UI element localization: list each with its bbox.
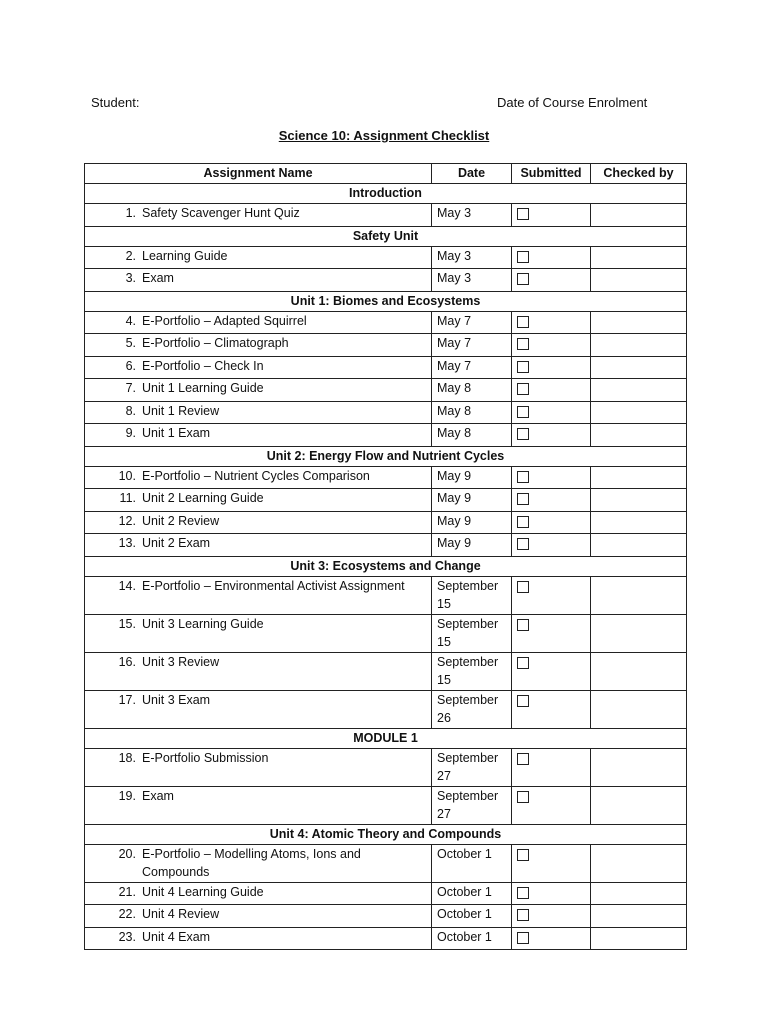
assignment-number: 8. [125, 403, 136, 418]
due-date-cell: September 27 [432, 748, 512, 786]
assignment-number: 22. [118, 907, 136, 921]
due-date-cell: October 1 [432, 927, 512, 950]
submitted-checkbox[interactable] [517, 251, 529, 263]
due-date-cell: May 9 [432, 534, 512, 557]
submitted-cell [512, 905, 591, 928]
due-date-cell: May 7 [432, 334, 512, 357]
assignment-name-cell [85, 652, 432, 690]
checked-by-cell [591, 379, 687, 402]
section-heading: Introduction [85, 184, 687, 204]
checked-by-cell [591, 511, 687, 534]
submitted-cell [512, 614, 591, 652]
table-row [85, 379, 687, 402]
submitted-cell [512, 424, 591, 447]
assignment-name-cell [85, 311, 432, 334]
checked-by-cell [591, 786, 687, 824]
assignment-number: 12. [118, 513, 136, 528]
submitted-cell [512, 246, 591, 269]
submitted-checkbox[interactable] [517, 428, 529, 440]
assignment-number: 5. [125, 336, 136, 350]
assignment-number: 11. [119, 491, 136, 505]
table-row [85, 246, 687, 269]
table-row [85, 356, 687, 379]
submitted-checkbox[interactable] [517, 619, 529, 631]
submitted-cell [512, 311, 591, 334]
due-date-cell: October 1 [432, 905, 512, 928]
assignment-number: 18. [118, 750, 136, 765]
submitted-cell [512, 204, 591, 227]
table-row [85, 905, 687, 928]
due-date-cell: September 15 [432, 652, 512, 690]
submitted-checkbox[interactable] [517, 383, 529, 395]
checked-by-cell [591, 652, 687, 690]
section-row [85, 824, 687, 844]
submitted-checkbox[interactable] [517, 753, 529, 765]
due-date-cell: September 27 [432, 786, 512, 824]
submitted-checkbox[interactable] [517, 338, 529, 350]
submitted-cell [512, 534, 591, 557]
section-row [85, 556, 687, 576]
assignment-name: Unit 4 Learning Guide [142, 884, 264, 899]
due-date-cell: September 15 [432, 614, 512, 652]
section-heading: Unit 1: Biomes and Ecosystems [85, 291, 687, 311]
assignment-name-cell [85, 246, 432, 269]
submitted-cell [512, 269, 591, 292]
submitted-cell [512, 511, 591, 534]
section-row [85, 184, 687, 204]
submitted-cell [512, 489, 591, 512]
assignment-number: 17. [118, 692, 136, 707]
due-date-cell: May 8 [432, 424, 512, 447]
table-row [85, 401, 687, 424]
assignment-name-cell [85, 748, 432, 786]
assignment-name: Learning Guide [142, 248, 228, 263]
submitted-cell [512, 690, 591, 728]
page-title: Science 10: Assignment Checklist [278, 128, 490, 143]
student-label: Student: [91, 95, 140, 110]
submitted-checkbox[interactable] [517, 361, 529, 373]
submitted-cell [512, 401, 591, 424]
submitted-checkbox[interactable] [517, 493, 529, 505]
assignment-name-cell [85, 882, 432, 905]
assignment-number: 21. [118, 884, 136, 899]
section-heading: Unit 3: Ecosystems and Change [85, 556, 687, 576]
section-row [85, 446, 687, 466]
column-header-checked-by: Checked by [591, 164, 687, 184]
checked-by-cell [591, 614, 687, 652]
assignment-name: Safety Scavenger Hunt Quiz [142, 206, 300, 220]
checked-by-cell [591, 334, 687, 357]
assignment-name: E-Portfolio – Nutrient Cycles Comparison [142, 468, 370, 483]
checked-by-cell [591, 844, 687, 882]
assignment-number: 1. [125, 206, 136, 220]
checked-by-cell [591, 489, 687, 512]
assignment-name-cell [85, 401, 432, 424]
table-row [85, 534, 687, 557]
table-row [85, 927, 687, 950]
checked-by-cell [591, 204, 687, 227]
table-header-row [85, 164, 687, 184]
column-header-submitted: Submitted [512, 164, 591, 184]
due-date-cell: May 8 [432, 379, 512, 402]
assignment-number: 19. [118, 788, 136, 803]
assignment-name: Unit 2 Exam [142, 536, 211, 550]
checked-by-cell [591, 466, 687, 489]
submitted-cell [512, 576, 591, 614]
assignment-name: Unit 1 Exam [142, 426, 211, 440]
section-heading: Safety Unit [85, 226, 687, 246]
submitted-checkbox[interactable] [517, 538, 529, 550]
checked-by-cell [591, 534, 687, 557]
assignment-name-cell [85, 927, 432, 950]
assignment-name: E-Portfolio Submission [142, 750, 269, 765]
section-row [85, 291, 687, 311]
column-header-assignment-name: Assignment Name [85, 164, 432, 184]
submitted-checkbox[interactable] [517, 887, 529, 899]
assignment-number: 6. [125, 358, 136, 373]
due-date-cell: May 9 [432, 511, 512, 534]
checked-by-cell [591, 401, 687, 424]
assignment-name-cell [85, 204, 432, 227]
assignment-name-cell [85, 334, 432, 357]
assignment-name: Exam [142, 788, 174, 803]
submitted-checkbox[interactable] [517, 791, 529, 803]
table-row [85, 489, 687, 512]
assignment-number: 3. [125, 271, 136, 285]
submitted-checkbox[interactable] [517, 932, 529, 944]
assignment-name-cell [85, 511, 432, 534]
assignment-name-cell [85, 356, 432, 379]
checked-by-cell [591, 246, 687, 269]
due-date-cell: May 7 [432, 356, 512, 379]
table-row [85, 844, 687, 882]
assignment-number: 2. [125, 248, 136, 263]
submitted-cell [512, 379, 591, 402]
assignment-name-cell [85, 466, 432, 489]
assignment-number: 20. [118, 846, 136, 861]
submitted-checkbox[interactable] [517, 273, 529, 285]
due-date-cell: May 3 [432, 269, 512, 292]
assignment-name-cell [85, 489, 432, 512]
assignment-number: 13. [118, 536, 136, 550]
submitted-cell [512, 844, 591, 882]
assignment-name: Unit 3 Review [142, 654, 220, 669]
checked-by-cell [591, 311, 687, 334]
submitted-cell [512, 334, 591, 357]
assignment-name: E-Portfolio – Climatograph [142, 336, 289, 350]
due-date-cell: October 1 [432, 882, 512, 905]
submitted-cell [512, 882, 591, 905]
table-row [85, 748, 687, 786]
table-row [85, 614, 687, 652]
assignment-name-cell [85, 269, 432, 292]
table-row [85, 690, 687, 728]
due-date-cell: May 3 [432, 204, 512, 227]
assignment-name-cell [85, 844, 432, 882]
table-row [85, 269, 687, 292]
assignment-name-cell [85, 786, 432, 824]
checked-by-cell [591, 424, 687, 447]
checked-by-cell [591, 882, 687, 905]
table-row [85, 204, 687, 227]
table-row [85, 652, 687, 690]
checked-by-cell [591, 269, 687, 292]
assignment-name-cell [85, 534, 432, 557]
assignment-name-cell [85, 424, 432, 447]
checked-by-cell [591, 927, 687, 950]
due-date-cell: May 7 [432, 311, 512, 334]
assignment-name: Unit 2 Review [142, 513, 220, 528]
assignment-number: 9. [125, 426, 136, 440]
submitted-checkbox[interactable] [517, 695, 529, 707]
assignment-name-cell [85, 905, 432, 928]
section-heading: Unit 4: Atomic Theory and Compounds [85, 824, 687, 844]
checked-by-cell [591, 356, 687, 379]
assignment-number: 7. [125, 381, 136, 395]
submitted-checkbox[interactable] [517, 849, 529, 861]
due-date-cell: May 3 [432, 246, 512, 269]
section-heading: Unit 2: Energy Flow and Nutrient Cycles [85, 446, 687, 466]
submitted-cell [512, 652, 591, 690]
due-date-cell: May 8 [432, 401, 512, 424]
checked-by-cell [591, 748, 687, 786]
column-header-date: Date [432, 164, 512, 184]
assignment-name: Unit 3 Exam [142, 692, 211, 707]
submitted-cell [512, 786, 591, 824]
submitted-cell [512, 927, 591, 950]
assignment-name-cell [85, 690, 432, 728]
submitted-checkbox[interactable] [517, 581, 529, 593]
due-date-cell: October 1 [432, 844, 512, 882]
assignment-number: 14. [118, 578, 136, 593]
assignment-name-cell [85, 379, 432, 402]
assignment-name: Unit 1 Learning Guide [142, 381, 264, 395]
section-heading: MODULE 1 [85, 728, 687, 748]
table-row [85, 466, 687, 489]
submitted-checkbox[interactable] [517, 406, 529, 418]
assignment-name: Unit 1 Review [142, 403, 220, 418]
assignment-name: E-Portfolio – Check In [142, 358, 264, 373]
assignment-name: Unit 2 Learning Guide [142, 491, 264, 505]
section-row [85, 728, 687, 748]
assignment-name: Unit 4 Exam [142, 929, 211, 944]
due-date-cell: May 9 [432, 489, 512, 512]
submitted-checkbox[interactable] [517, 516, 529, 528]
assignment-name-cell [85, 614, 432, 652]
submitted-cell [512, 356, 591, 379]
assignment-number: 15. [118, 616, 136, 631]
submitted-checkbox[interactable] [517, 471, 529, 483]
table-body [85, 184, 687, 950]
submitted-cell [512, 748, 591, 786]
assignment-number: 10. [118, 468, 136, 483]
table-row [85, 882, 687, 905]
assignment-name: E-Portfolio – Modelling Atoms, Ions and Compounds [142, 846, 361, 879]
enrolment-date-label: Date of Course Enrolment [497, 95, 648, 110]
table-row [85, 576, 687, 614]
due-date-cell: September 26 [432, 690, 512, 728]
submitted-checkbox[interactable] [517, 316, 529, 328]
table-row [85, 786, 687, 824]
due-date-cell: May 9 [432, 466, 512, 489]
due-date-cell: September 15 [432, 576, 512, 614]
assignment-name: E-Portfolio – Adapted Squirrel [142, 313, 307, 328]
table-row [85, 334, 687, 357]
table-row [85, 511, 687, 534]
submitted-checkbox[interactable] [517, 208, 529, 220]
assignment-name: Exam [142, 271, 174, 285]
assignment-name: Unit 4 Review [142, 907, 220, 921]
submitted-checkbox[interactable] [517, 657, 529, 669]
section-row [85, 226, 687, 246]
submitted-checkbox[interactable] [517, 909, 529, 921]
table-row [85, 311, 687, 334]
assignment-number: 16. [118, 654, 136, 669]
checked-by-cell [591, 690, 687, 728]
assignment-checklist-table [84, 163, 687, 950]
checked-by-cell [591, 576, 687, 614]
assignment-name: Unit 3 Learning Guide [142, 616, 264, 631]
checked-by-cell [591, 905, 687, 928]
assignment-name-cell [85, 576, 432, 614]
assignment-name: E-Portfolio – Environmental Activist Assignment [142, 578, 405, 593]
assignment-number: 4. [125, 313, 136, 328]
assignment-number: 23. [118, 929, 136, 944]
table-row [85, 424, 687, 447]
submitted-cell [512, 466, 591, 489]
